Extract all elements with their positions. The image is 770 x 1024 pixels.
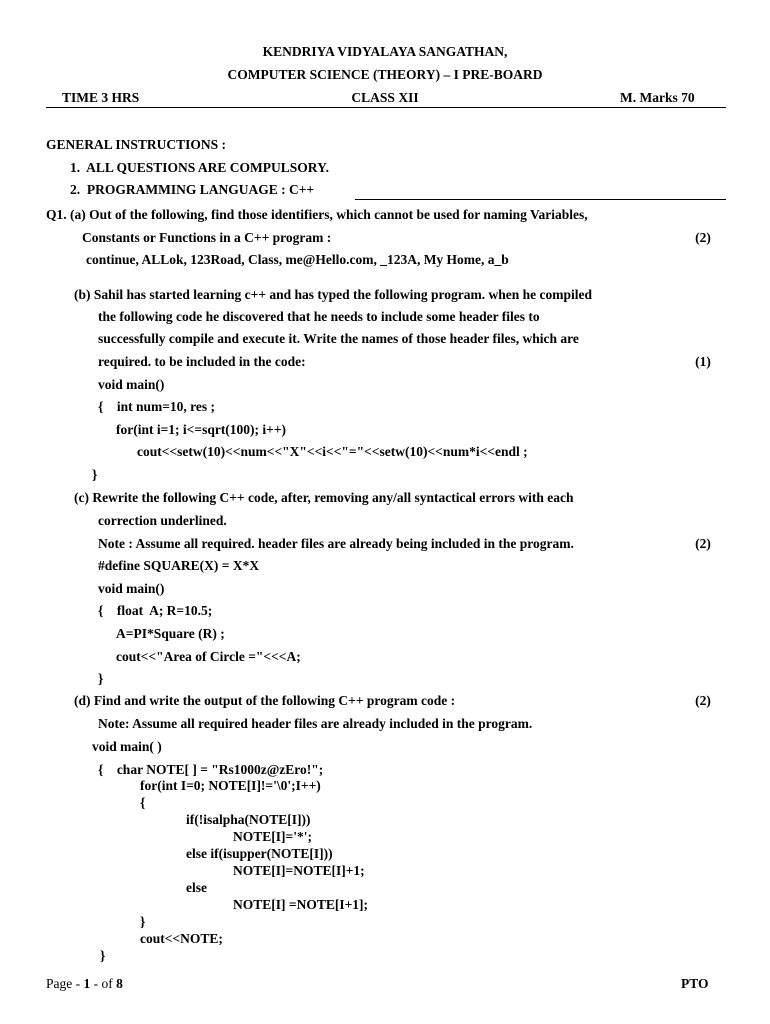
q1d-line: Note: Assume all required header files are already included in the program. xyxy=(98,716,533,731)
class-label: CLASS XII xyxy=(351,90,419,105)
code-line: if(!isalpha(NOTE[I])) xyxy=(186,812,311,827)
code-line: { float A; R=10.5; xyxy=(98,603,213,618)
code-line: NOTE[I]=NOTE[I]+1; xyxy=(233,863,365,878)
code-line: cout<<NOTE; xyxy=(140,931,223,946)
q1c-line: correction underlined. xyxy=(98,513,227,528)
q1a-marks: (2) xyxy=(695,230,711,245)
q1c-marks: (2) xyxy=(695,536,711,551)
q1c-line: Note : Assume all required. header files are already being included in the program. xyxy=(98,536,574,551)
instruction-item: 2. PROGRAMMING LANGUAGE : C++ xyxy=(70,182,315,197)
q1a-identifiers: continue, ALLok, 123Road, Class, me@Hello.com, _123A, My Home, a_b xyxy=(86,252,509,267)
code-line: void main() xyxy=(98,377,165,392)
page-total: 8 xyxy=(116,976,123,991)
code-line: } xyxy=(92,467,98,482)
code-line: #define SQUARE(X) = X*X xyxy=(98,558,260,573)
code-line: NOTE[I]='*'; xyxy=(233,829,312,844)
code-line: A=PI*Square (R) ; xyxy=(116,626,225,641)
q1b-line: required. to be included in the code: xyxy=(98,354,306,369)
code-line: void main( ) xyxy=(92,739,162,754)
header-divider xyxy=(46,107,726,108)
instructions-divider xyxy=(355,199,726,200)
code-line: } xyxy=(140,914,146,929)
code-line: for(int i=1; i<=sqrt(100); i++) xyxy=(116,422,287,437)
q1d-marks: (2) xyxy=(695,693,711,708)
code-line: { char NOTE[ ] = "Rs1000z@zEro!"; xyxy=(98,762,324,777)
marks-label: M. Marks 70 xyxy=(620,90,695,105)
q1b-line: (b) Sahil has started learning c++ and has typed the following program. when he compiled xyxy=(74,287,593,302)
time-label: TIME 3 HRS xyxy=(62,90,140,105)
q1a-line: Constants or Functions in a C++ program : xyxy=(82,230,332,245)
q1b-marks: (1) xyxy=(695,354,711,369)
code-line: else if(isupper(NOTE[I])) xyxy=(186,846,333,861)
code-line: { int num=10, res ; xyxy=(98,399,216,414)
exam-title: COMPUTER SCIENCE (THEORY) – I PRE-BOARD xyxy=(227,67,543,82)
code-line: } xyxy=(98,671,104,686)
code-line: cout<<setw(10)<<num<<"X"<<i<<"="<<setw(10)<<num*i<<endl ; xyxy=(137,444,528,459)
page-mid: - of xyxy=(90,976,117,991)
code-line: for(int I=0; NOTE[I]!='\0';I++) xyxy=(140,778,321,793)
code-line: NOTE[I] =NOTE[I+1]; xyxy=(233,897,369,912)
q1a-line: Q1. (a) Out of the following, find those identifiers, which cannot be used for naming Variables, xyxy=(46,207,588,222)
code-line: } xyxy=(100,948,106,963)
instruction-item: 1. ALL QUESTIONS ARE COMPULSORY. xyxy=(70,160,329,175)
code-line: void main() xyxy=(98,581,165,596)
q1b-line: the following code he discovered that he needs to include some header files to xyxy=(98,309,540,324)
code-line: { xyxy=(140,795,146,810)
q1d-line: (d) Find and write the output of the following C++ program code : xyxy=(74,693,456,708)
instructions-heading: GENERAL INSTRUCTIONS : xyxy=(46,137,227,152)
page-current: 1 xyxy=(83,976,91,991)
school-name: KENDRIYA VIDYALAYA SANGATHAN, xyxy=(262,44,508,59)
q1c-line: (c) Rewrite the following C++ code, after, removing any/all syntactical errors with each xyxy=(74,490,574,505)
pto-label: PTO xyxy=(681,976,709,991)
code-line: else xyxy=(186,880,207,895)
q1b-line: successfully compile and execute it. Write the names of those header files, which are xyxy=(98,331,579,346)
code-line: cout<<"Area of Circle ="<<<A; xyxy=(116,649,301,664)
page-number xyxy=(46,976,123,992)
page-prefix: Page - xyxy=(46,976,84,991)
